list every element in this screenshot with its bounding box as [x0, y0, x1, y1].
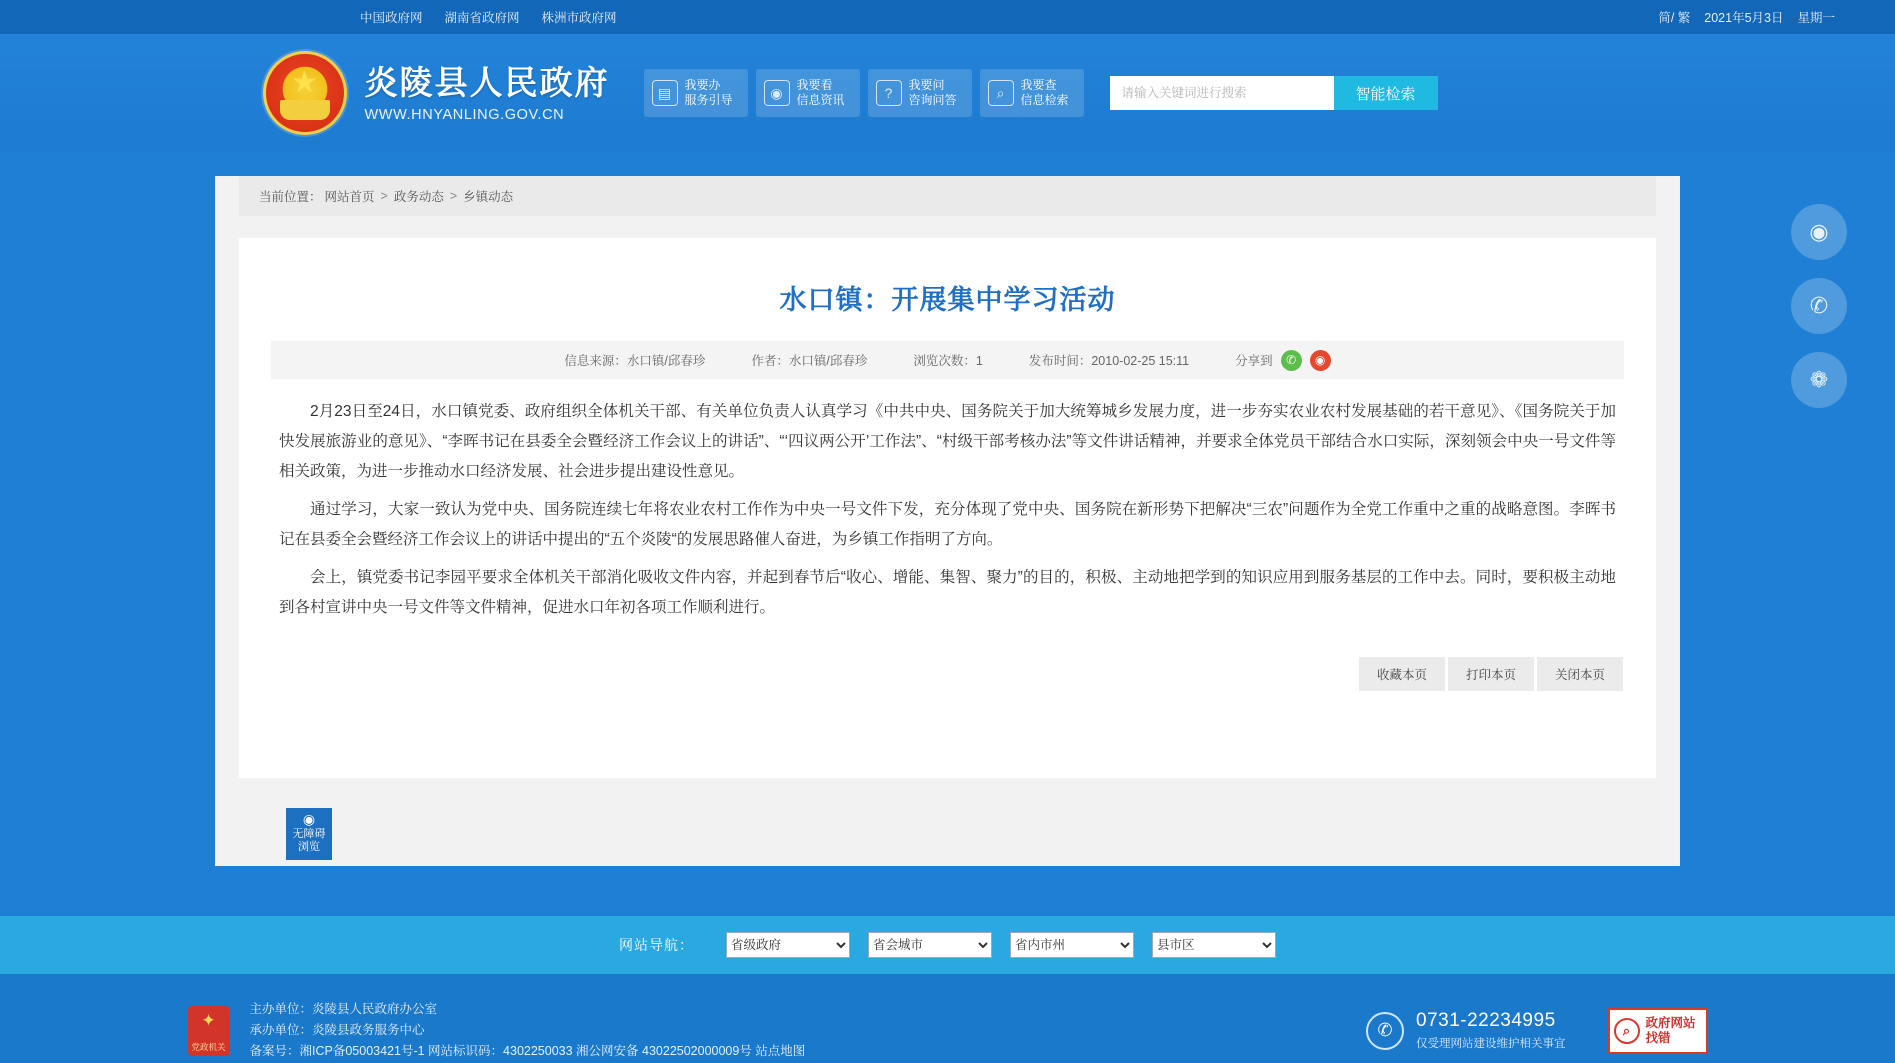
- footer-info: [250, 999, 806, 1062]
- site-nav-label: 网站导航：: [619, 937, 694, 953]
- current-weekday: 星期一: [1797, 11, 1835, 25]
- meta-publish-value: 2010-02-25 15:11: [1091, 354, 1190, 368]
- top-bar-links: [360, 8, 617, 26]
- eye-icon[interactable]: ◉: [1791, 204, 1847, 260]
- close-button[interactable]: 关闭本页: [1537, 657, 1624, 691]
- phone-icon: ✆: [1366, 1012, 1404, 1050]
- current-date: 2021年5月3日: [1704, 11, 1784, 25]
- share-label: 分享到: [1235, 354, 1273, 368]
- content-wrapper: [215, 176, 1680, 866]
- breadcrumb-separator: >: [449, 189, 458, 203]
- quicknav-view-line1: 我要看: [796, 78, 833, 92]
- site-header: [0, 34, 1895, 152]
- gov-website-report-badge[interactable]: [1608, 1008, 1708, 1054]
- meta-author: [751, 351, 867, 369]
- article-body: [271, 379, 1624, 623]
- meta-views-label: 浏览次数：: [913, 354, 976, 368]
- quicknav-search-line2: 信息检索: [1020, 93, 1069, 107]
- top-bar: [0, 0, 1895, 34]
- meta-author-label: 作者：: [751, 354, 789, 368]
- gov-badge-line1: 政府网站: [1645, 1015, 1696, 1030]
- question-icon: ?: [876, 80, 902, 106]
- national-emblem-icon: [263, 51, 347, 135]
- site-footer: [0, 974, 1895, 1063]
- select-prefecture-city[interactable]: [1010, 932, 1134, 958]
- select-province-government[interactable]: [726, 932, 850, 958]
- meta-author-value: 水口镇/邱春珍: [788, 354, 868, 368]
- article-paragraph: 通过学习，大家一致认为党中央、国务院连续七年将农业农村工作作为中央一号文件下发，充分体现了党中央、国务院在新形势下把解决“三农”问题作为全党工作重中之重的战略意图。李晖书记在县委全会暨经济工作会议上的讲话中提出的“五个炎陵“的发展思路催人奋进，为乡镇工作指明了方向。: [279, 501, 1616, 548]
- quicknav-view-line2: 信息资讯: [796, 93, 845, 107]
- top-link-hunan-gov[interactable]: 湖南省政府网: [444, 11, 520, 25]
- breadcrumb-prefix: 当前位置：: [259, 190, 322, 204]
- wechat-icon[interactable]: ✆: [1281, 350, 1302, 371]
- accessibility-button[interactable]: [286, 808, 332, 860]
- wechat-icon[interactable]: ✆: [1791, 278, 1847, 334]
- footer-line-host: 主办单位：炎陵县人民政府办公室: [249, 1002, 438, 1016]
- breadcrumb-item-township[interactable]: 乡镇动态: [463, 190, 514, 204]
- quick-nav: [644, 69, 1084, 117]
- accessibility-line1: 无障碍: [292, 828, 326, 840]
- footer-line-operator: 承办单位：炎陵县政务服务中心: [249, 1023, 425, 1037]
- breadcrumb: [239, 176, 1656, 216]
- weibo-icon[interactable]: ◉: [1310, 350, 1331, 371]
- print-button[interactable]: 打印本页: [1448, 657, 1535, 691]
- language-toggle[interactable]: 简/ 繁: [1658, 11, 1691, 25]
- meta-publish: [1029, 351, 1189, 369]
- site-search: [1110, 76, 1438, 110]
- party-badge-text: 党政机关: [191, 1041, 226, 1052]
- favorite-button[interactable]: 收藏本页: [1359, 657, 1446, 691]
- article-meta: [271, 341, 1624, 379]
- quicknav-ask-line2: 咨询问答: [908, 93, 957, 107]
- breadcrumb-item-home[interactable]: 网站首页: [324, 190, 375, 204]
- breadcrumb-separator: >: [380, 189, 388, 203]
- site-name: 炎陵县人民政府: [364, 64, 610, 101]
- magnifier-icon: ⌕: [1614, 1018, 1640, 1044]
- weibo-icon[interactable]: ❁: [1791, 352, 1847, 408]
- quicknav-item-apply[interactable]: [644, 69, 748, 117]
- search-input[interactable]: [1110, 76, 1334, 110]
- top-link-china-gov[interactable]: 中国政府网: [360, 11, 423, 25]
- share-group: [1235, 350, 1331, 371]
- article-paragraph: 会上，镇党委书记李园平要求全体机关干部消化吸收文件内容，并起到春节后“收心、增能、集智、聚力”的目的，积极、主动地把学到的知识应用到服务基层的工作中去。同时，要积极主动地到各村宣讲中央一号文件等文件精神，促进水口年初各项工作顺利进行。: [279, 569, 1616, 616]
- phone-number: 0731-22234995: [1416, 1010, 1556, 1031]
- quicknav-ask-line1: 我要问: [908, 78, 945, 92]
- quicknav-item-ask[interactable]: [868, 69, 972, 117]
- site-nav-strip: [0, 916, 1895, 974]
- article: [239, 238, 1656, 778]
- meta-source-value: 水口镇/邱春珍: [626, 354, 706, 368]
- page-body: [0, 176, 1895, 916]
- eye-icon: ◉: [302, 811, 316, 827]
- site-title-block: [365, 63, 610, 123]
- party-emblem-icon: ✦ 党政机关: [188, 1006, 230, 1056]
- quicknav-apply-line1: 我要办: [684, 78, 721, 92]
- gov-badge-line2: 找错: [1645, 1030, 1671, 1045]
- quicknav-item-search[interactable]: [980, 69, 1084, 117]
- meta-views-value: 1: [975, 354, 983, 368]
- select-county-district[interactable]: [1152, 932, 1276, 958]
- page-title: 水口镇：开展集中学习活动: [779, 285, 1116, 315]
- accessibility-line2: 浏览: [298, 841, 320, 853]
- meta-source-label: 信息来源：: [564, 354, 627, 368]
- search-button[interactable]: 智能检索: [1334, 76, 1438, 110]
- floating-toolbar: [1791, 204, 1847, 408]
- eye-icon: ◉: [764, 80, 790, 106]
- meta-publish-label: 发布时间：: [1028, 354, 1092, 368]
- article-actions: [271, 657, 1624, 691]
- breadcrumb-item-govnews[interactable]: 政务动态: [393, 190, 444, 204]
- article-paragraph: 2月23日至24日，水口镇党委、政府组织全体机关干部、有关单位负责人认真学习《中共中央、国务院关于加大统筹城乡发展力度，进一步夯实农业农村发展基础的若干意见》、《国务院关于加快发展旅游业的意见》、“李晖书记在县委全会暨经济工作会议上的讲话”、“‘四议两公开’工作法”、“村级干部考核办法”等文件讲话精神，并要求全体党员干部结合水口实际，深刻领会中央一号文件等相关政策，为进一步推动水口经济发展、社会进步提出建设性意见。: [279, 403, 1616, 480]
- quicknav-item-view[interactable]: [756, 69, 860, 117]
- top-link-zhuzhou-gov[interactable]: 株洲市政府网: [541, 11, 617, 25]
- site-url: WWW.HNYANLING.GOV.CN: [364, 107, 565, 123]
- footer-phone: [1366, 1010, 1566, 1051]
- phone-note: 仅受理网站建设维护相关事宜: [1416, 1038, 1566, 1050]
- meta-views: [913, 351, 982, 369]
- search-icon: ⌕: [988, 80, 1014, 106]
- footer-line-icp: 备案号：湘ICP备05003421号-1 网站标识码：4302250033 湘公网安备 43022502000009号 站点地图: [249, 1044, 806, 1058]
- quicknav-search-line1: 我要查: [1020, 78, 1057, 92]
- select-capital-city[interactable]: [868, 932, 992, 958]
- meta-source: [564, 351, 705, 369]
- doc-icon: ▤: [652, 80, 678, 106]
- quicknav-apply-line2: 服务引导: [684, 93, 733, 107]
